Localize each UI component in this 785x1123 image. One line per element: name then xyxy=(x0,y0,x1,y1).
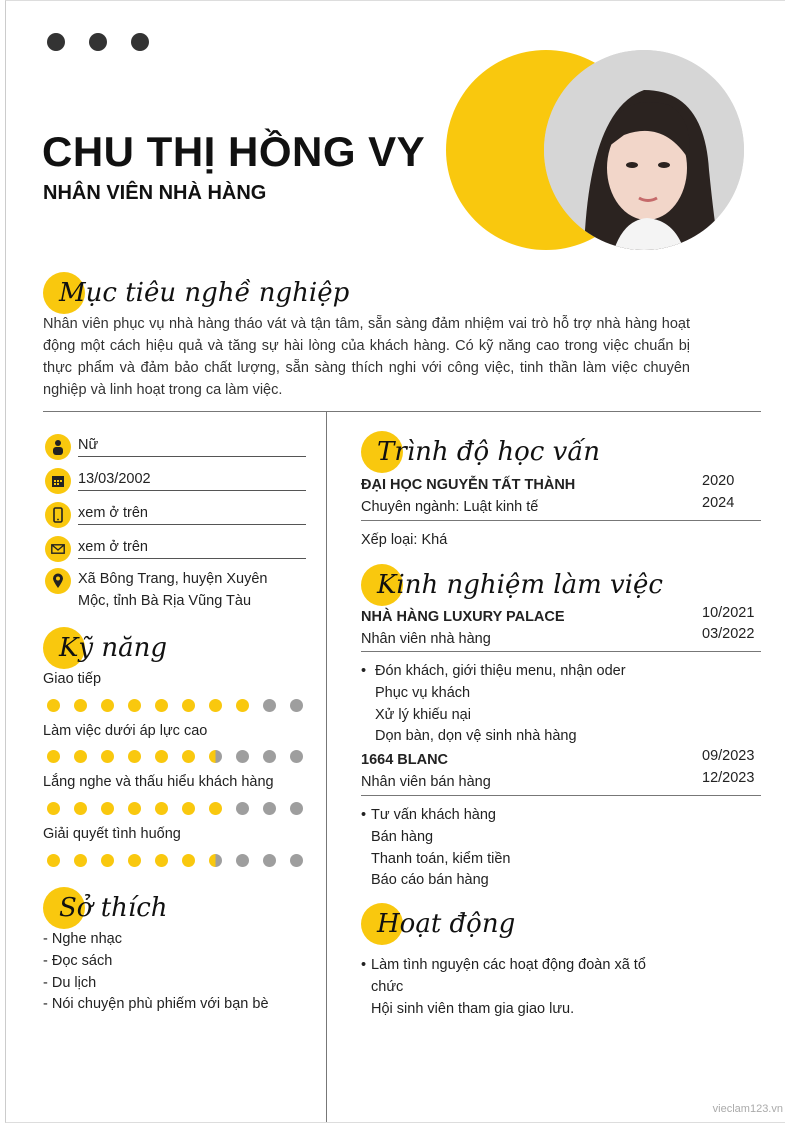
rating-dot xyxy=(263,699,276,712)
skill-label: Giải quyết tình huống xyxy=(43,826,181,842)
location-icon xyxy=(45,568,71,594)
duty-item: Thanh toán, kiểm tiền xyxy=(371,850,511,867)
duty-item: Xử lý khiếu nại xyxy=(375,706,471,723)
experience-divider xyxy=(361,795,761,796)
objective-title: Mục tiêu nghề nghiệp xyxy=(59,278,350,308)
hobby-item: - Đọc sách xyxy=(43,952,113,969)
activity-item-cont: chức xyxy=(371,978,404,995)
activities-list xyxy=(361,955,665,1020)
skill-label: Giao tiếp xyxy=(43,671,102,687)
education-grade: Xếp loại: Khá xyxy=(361,532,448,548)
rating-dot xyxy=(290,854,303,867)
duties-list xyxy=(361,805,510,892)
activity-item: • Làm tình nguyện các hoạt động đoàn xã tổ xyxy=(361,957,646,973)
dot-3 xyxy=(131,33,149,51)
rating-dot xyxy=(101,802,114,815)
address-value xyxy=(78,568,306,612)
rating-dot xyxy=(74,854,87,867)
contact-birthday xyxy=(45,468,306,494)
rating-dot xyxy=(209,854,222,867)
hobby-item: - Nghe nhạc xyxy=(43,931,122,947)
duty-item: Báo cáo bán hàng xyxy=(371,872,489,889)
skills-title: Kỹ năng xyxy=(59,633,168,663)
hobbies-heading xyxy=(43,887,168,929)
rating-dot xyxy=(290,699,303,712)
activities-title: Hoạt động xyxy=(377,909,516,939)
skill-label: Lắng nghe và thấu hiểu khách hàng xyxy=(43,774,274,790)
skill-label: Làm việc dưới áp lực cao xyxy=(43,723,208,739)
rating-dot xyxy=(155,750,168,763)
rating-dot xyxy=(128,854,141,867)
candidate-name: CHU THỊ HỒNG VY xyxy=(42,128,426,175)
duty-item: Dọn bàn, dọn vệ sinh nhà hàng xyxy=(375,728,577,745)
address-line-1: Xã Bông Trang, huyện Xuyên xyxy=(78,571,268,587)
rating-dot xyxy=(155,699,168,712)
education-start: 2020 xyxy=(702,473,735,489)
birthday-value: 13/03/2002 xyxy=(78,468,306,491)
rating-dot xyxy=(182,854,195,867)
rating-dot xyxy=(263,854,276,867)
duty-item: • Đón khách, giới thiệu menu, nhận oder xyxy=(361,663,626,679)
company-name: 1664 BLANC xyxy=(361,752,449,768)
job-role: Nhân viên bán hàng xyxy=(361,774,491,790)
address-line-2: Mộc, tỉnh Bà Rịa Vũng Tàu xyxy=(78,593,252,609)
rating-dot xyxy=(236,699,249,712)
contact-email xyxy=(45,536,306,562)
rating-dot xyxy=(182,699,195,712)
contact-gender xyxy=(45,434,306,460)
divider-vertical xyxy=(326,411,327,1122)
duty-item: Phục vụ khách xyxy=(375,684,471,701)
dot-2 xyxy=(89,33,107,51)
skill-rating xyxy=(47,854,303,867)
rating-dot xyxy=(47,750,60,763)
job-title: NHÂN VIÊN NHÀ HÀNG xyxy=(43,182,267,204)
job-start: 09/2023 xyxy=(702,748,755,764)
rating-dot xyxy=(290,802,303,815)
rating-dot xyxy=(182,802,195,815)
objective-text: Nhân viên phục vụ nhà hàng tháo vát và tận tâm, sẵn sàng đảm nhiệm vai trò hỗ trợ nhà hàng hoạt động một cách hiệu quả và tăng sự hài lòng của khách hàng. Có kỹ năng cao trong việc chuẩn bị thực phẩm và đảm bảo chất lượng, sẵn sàng thích nghi với công việc, tinh thần làm việc chuyên nghiệp và linh hoạt trong ca làm việc. xyxy=(43,316,690,398)
rating-dot xyxy=(155,854,168,867)
rating-dot xyxy=(209,750,222,763)
experience-divider xyxy=(361,651,761,652)
rating-dot xyxy=(263,802,276,815)
person-icon xyxy=(45,434,71,460)
contact-phone xyxy=(45,502,306,528)
rating-dot xyxy=(74,750,87,763)
contact-address xyxy=(45,568,306,612)
rating-dot xyxy=(236,854,249,867)
activities-heading xyxy=(361,903,515,945)
rating-dot xyxy=(101,699,114,712)
rating-dot xyxy=(101,854,114,867)
education-end: 2024 xyxy=(702,495,735,511)
email-icon xyxy=(45,536,71,562)
hobby-item: - Nói chuyện phù phiếm với bạn bè xyxy=(43,996,269,1013)
objective-heading xyxy=(43,272,349,314)
calendar-icon xyxy=(45,468,71,494)
rating-dot xyxy=(182,750,195,763)
rating-dot xyxy=(236,802,249,815)
rating-dot xyxy=(74,802,87,815)
footer-watermark: vieclam123.vn xyxy=(712,1103,783,1115)
rating-dot xyxy=(101,750,114,763)
gender-value: Nữ xyxy=(78,434,306,457)
job-end: 03/2022 xyxy=(702,626,755,642)
rating-dot xyxy=(263,750,276,763)
rating-dot xyxy=(155,802,168,815)
window-dots xyxy=(47,33,149,51)
rating-dot xyxy=(236,750,249,763)
education-title: Trình độ học vấn xyxy=(377,437,600,467)
rating-dot xyxy=(47,854,60,867)
job-start: 10/2021 xyxy=(702,605,755,621)
rating-dot xyxy=(74,699,87,712)
skill-rating xyxy=(47,750,303,763)
experience-heading xyxy=(361,564,663,606)
hobbies-title: Sở thích xyxy=(59,893,168,923)
dot-1 xyxy=(47,33,65,51)
job-end: 12/2023 xyxy=(702,770,755,786)
hobby-item: - Du lịch xyxy=(43,974,97,991)
school-name: ĐẠI HỌC NGUYỄN TẤT THÀNH xyxy=(361,477,576,493)
duties-list xyxy=(361,661,626,748)
email-value: xem ở trên xyxy=(78,536,306,559)
job-role: Nhân viên nhà hàng xyxy=(361,631,491,647)
phone-value: xem ở trên xyxy=(78,502,306,525)
duty-item: • Tư vấn khách hàng xyxy=(361,807,496,823)
hobbies-list xyxy=(43,929,269,1016)
skill-rating xyxy=(47,699,303,712)
company-name: NHÀ HÀNG LUXURY PALACE xyxy=(361,609,565,625)
rating-dot xyxy=(47,699,60,712)
profile-photo xyxy=(544,50,744,250)
rating-dot xyxy=(128,802,141,815)
education-divider xyxy=(361,520,761,521)
skills-heading xyxy=(43,627,167,669)
school-major: Chuyên ngành: Luật kinh tế xyxy=(361,499,539,515)
skill-rating xyxy=(47,802,303,815)
education-heading xyxy=(361,431,600,473)
experience-title: Kinh nghiệm làm việc xyxy=(377,570,663,600)
phone-icon xyxy=(45,502,71,528)
divider-horizontal xyxy=(43,411,761,412)
rating-dot xyxy=(128,699,141,712)
rating-dot xyxy=(209,699,222,712)
rating-dot xyxy=(128,750,141,763)
rating-dot xyxy=(47,802,60,815)
rating-dot xyxy=(290,750,303,763)
rating-dot xyxy=(209,802,222,815)
activity-item: Hội sinh viên tham gia giao lưu. xyxy=(371,1000,575,1017)
duty-item: Bán hàng xyxy=(371,828,434,845)
